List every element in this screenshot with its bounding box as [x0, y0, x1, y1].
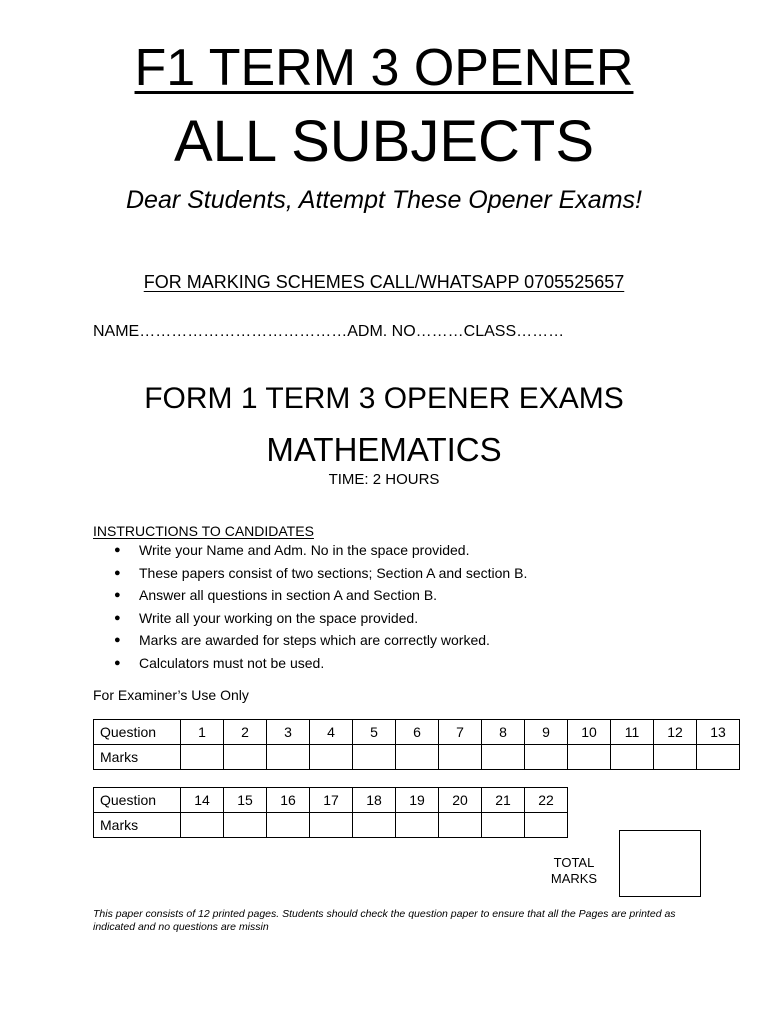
instruction-item: ● These papers consist of two sections; Section A and section B.: [110, 562, 527, 585]
subject-title: MATHEMATICS: [266, 431, 502, 468]
marks-entry-cell[interactable]: [181, 745, 224, 770]
question-number-cell: 5: [353, 720, 396, 745]
subtitle: Dear Students, Attempt These Opener Exams!: [126, 186, 642, 214]
instructions-heading: INSTRUCTIONS TO CANDIDATES: [93, 523, 314, 539]
instruction-item: ● Write your Name and Adm. No in the space provided.: [110, 539, 527, 562]
instruction-item: ● Calculators must not be used.: [110, 652, 527, 675]
marks-entry-cell[interactable]: [568, 745, 611, 770]
marks-entry-cell[interactable]: [353, 745, 396, 770]
marks-row: [94, 813, 568, 838]
title-line-1: [0, 38, 768, 98]
title-line-1-text: F1 TERM 3 OPENER: [134, 39, 634, 97]
marks-entry-cell[interactable]: [482, 813, 525, 838]
marks-entry-cell[interactable]: [525, 813, 568, 838]
marks-entry-cell[interactable]: [310, 813, 353, 838]
question-number-cell: 8: [482, 720, 525, 745]
marks-entry-cell[interactable]: [697, 745, 740, 770]
examiner-use-heading: For Examiner’s Use Only: [93, 687, 249, 703]
marking-scheme-text: FOR MARKING SCHEMES CALL/WHATSAPP 0705525657: [143, 272, 625, 292]
footer-note: This paper consists of 12 printed pages. Students should check the question paper to ensure that all the Pages are printed as indicated and no questions are missin: [93, 908, 676, 933]
marks-entry-cell[interactable]: [267, 745, 310, 770]
marks-table-1: [93, 719, 740, 770]
instructions-list: [110, 539, 527, 675]
marks-entry-cell[interactable]: [396, 745, 439, 770]
marks-entry-cell[interactable]: [396, 813, 439, 838]
question-number-cell: 17: [310, 788, 353, 813]
question-number-cell: 2: [224, 720, 267, 745]
question-label: Question: [94, 788, 181, 813]
question-label: Question: [94, 720, 181, 745]
question-number-cell: 20: [439, 788, 482, 813]
question-row: [94, 788, 568, 813]
total-marks-box[interactable]: [619, 830, 701, 897]
question-number-cell: 3: [267, 720, 310, 745]
question-number-cell: 16: [267, 788, 310, 813]
question-number-cell: 18: [353, 788, 396, 813]
marks-entry-cell[interactable]: [439, 745, 482, 770]
marks-label: Marks: [94, 813, 181, 838]
marks-entry-cell[interactable]: [224, 745, 267, 770]
marking-scheme-note: [0, 270, 768, 294]
instruction-item: ● Answer all questions in section A and Section B.: [110, 584, 527, 607]
question-number-cell: 1: [181, 720, 224, 745]
marks-entry-cell[interactable]: [482, 745, 525, 770]
question-number-cell: 12: [654, 720, 697, 745]
question-number-cell: 10: [568, 720, 611, 745]
marks-entry-cell[interactable]: [224, 813, 267, 838]
marks-entry-cell[interactable]: [310, 745, 353, 770]
marks-entry-cell[interactable]: [525, 745, 568, 770]
marks-table-2: [93, 787, 568, 838]
question-number-cell: 4: [310, 720, 353, 745]
marks-row: [94, 745, 740, 770]
marks-entry-cell[interactable]: [181, 813, 224, 838]
instruction-item: ● Write all your working on the space provided.: [110, 607, 527, 630]
total-marks-label: TOTAL MARKS: [550, 855, 598, 886]
question-number-cell: 13: [697, 720, 740, 745]
question-number-cell: 15: [224, 788, 267, 813]
marks-entry-cell[interactable]: [267, 813, 310, 838]
question-number-cell: 19: [396, 788, 439, 813]
student-details-fields: NAME…………………………………ADM. NO………CLASS………: [93, 323, 565, 340]
marks-entry-cell[interactable]: [654, 745, 697, 770]
instruction-item: ● Marks are awarded for steps which are correctly worked.: [110, 629, 527, 652]
question-row: [94, 720, 740, 745]
exam-title: FORM 1 TERM 3 OPENER EXAMS: [144, 382, 624, 415]
marks-entry-cell[interactable]: [353, 813, 396, 838]
question-number-cell: 21: [482, 788, 525, 813]
question-number-cell: 9: [525, 720, 568, 745]
exam-time: TIME: 2 HOURS: [328, 471, 440, 488]
marks-entry-cell[interactable]: [611, 745, 654, 770]
question-number-cell: 6: [396, 720, 439, 745]
marks-entry-cell[interactable]: [439, 813, 482, 838]
marks-label: Marks: [94, 745, 181, 770]
question-number-cell: 11: [611, 720, 654, 745]
question-number-cell: 14: [181, 788, 224, 813]
question-number-cell: 7: [439, 720, 482, 745]
title-line-2: ALL SUBJECTS: [173, 109, 595, 174]
question-number-cell: 22: [525, 788, 568, 813]
